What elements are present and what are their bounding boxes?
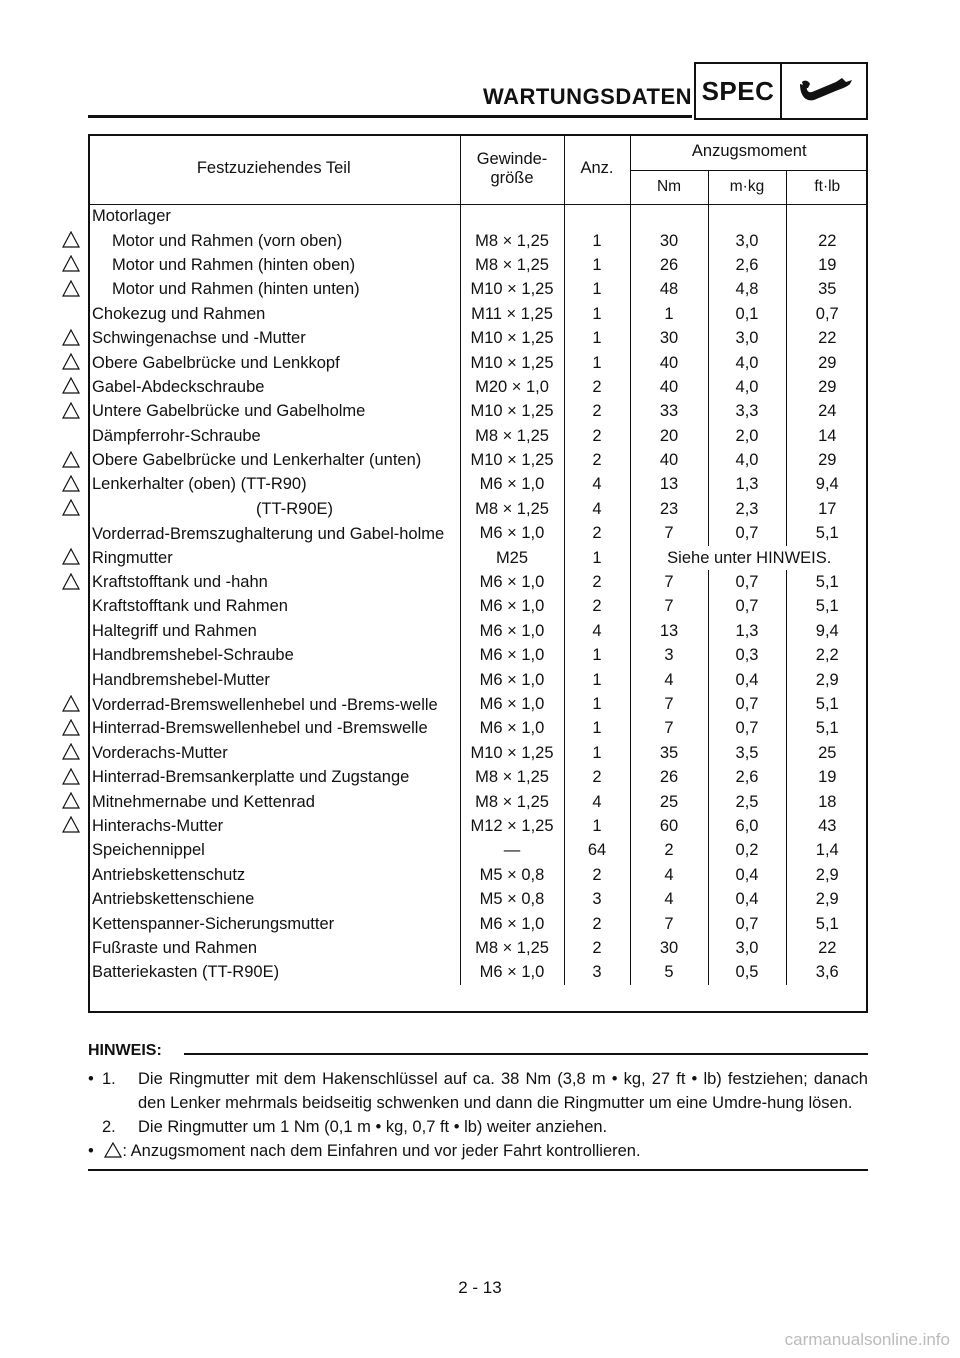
table-row (88, 644, 868, 668)
triangle-icon (62, 255, 80, 273)
cell-qty: 2 (564, 570, 630, 594)
wrench-icon (782, 64, 866, 118)
cell-part: (TT-R90E) (256, 499, 334, 518)
cell-torque-note: Siehe unter HINWEIS. (630, 546, 868, 570)
table-row (88, 278, 868, 302)
cell-thread: M12 × 1,25 (460, 814, 564, 838)
cell-ftlb: 5,1 (786, 595, 868, 619)
cell-nm: 1 (630, 302, 708, 326)
cell-part: Motor und Rahmen (hinten unten) (112, 280, 360, 299)
table-row (88, 229, 868, 253)
triangle-icon (62, 353, 80, 371)
cell-mkg (708, 204, 786, 229)
cell-nm: 35 (630, 741, 708, 765)
cell-qty: 2 (564, 522, 630, 546)
cell-ftlb: 22 (786, 326, 868, 350)
cell-ftlb: 19 (786, 253, 868, 277)
triangle-icon (62, 792, 80, 810)
header-torque: Anzugsmoment (630, 134, 868, 170)
cell-mkg: 0,4 (708, 668, 786, 692)
cell-qty: 1 (564, 253, 630, 277)
page-number: 2 - 13 (458, 1278, 502, 1297)
cell-ftlb: 25 (786, 741, 868, 765)
cell-ftlb: 29 (786, 448, 868, 472)
cell-ftlb: 22 (786, 936, 868, 960)
cell-qty: 2 (564, 912, 630, 936)
cell-part: Motor und Rahmen (vorn oben) (112, 231, 343, 250)
cell-thread: — (460, 839, 564, 863)
cell-nm: 4 (630, 887, 708, 911)
cell-nm: 48 (630, 278, 708, 302)
cell-mkg: 4,0 (708, 351, 786, 375)
cell-mkg: 0,7 (708, 595, 786, 619)
cell-nm: 7 (630, 595, 708, 619)
triangle-icon (62, 231, 80, 249)
table-row (88, 375, 868, 399)
cell-thread: M10 × 1,25 (460, 351, 564, 375)
cell-ftlb: 2,9 (786, 887, 868, 911)
cell-nm: 2 (630, 839, 708, 863)
cell-part: Kettenspanner-Sicherungsmutter (92, 914, 335, 933)
cell-qty: 2 (564, 375, 630, 399)
table-row (88, 741, 868, 765)
cell-nm: 25 (630, 790, 708, 814)
cell-part: Mitnehmernabe und Kettenrad (92, 792, 315, 811)
cell-thread: M25 (460, 546, 564, 570)
cell-part: Chokezug und Rahmen (92, 304, 266, 323)
cell-ftlb: 0,7 (786, 302, 868, 326)
triangle-icon (62, 402, 80, 420)
cell-thread: M8 × 1,25 (460, 497, 564, 521)
table-row (88, 351, 868, 375)
cell-thread: M5 × 0,8 (460, 887, 564, 911)
table-row (88, 204, 868, 229)
cell-nm: 30 (630, 936, 708, 960)
note-number-1: 1. (102, 1070, 116, 1088)
cell-part: Dämpferrohr-Schraube (92, 426, 261, 445)
cell-nm: 23 (630, 497, 708, 521)
cell-ftlb: 22 (786, 229, 868, 253)
page-header (88, 60, 868, 122)
triangle-icon (62, 377, 80, 395)
cell-ftlb: 9,4 (786, 619, 868, 643)
cell-ftlb: 3,6 (786, 961, 868, 985)
spec-label: SPEC (701, 75, 775, 106)
cell-part: Ringmutter (92, 548, 173, 567)
cell-ftlb: 5,1 (786, 717, 868, 741)
cell-part: Handbremshebel-Schraube (92, 646, 294, 665)
cell-mkg: 0,7 (708, 912, 786, 936)
table-row (88, 619, 868, 643)
cell-thread: M6 × 1,0 (460, 912, 564, 936)
cell-thread: M6 × 1,0 (460, 619, 564, 643)
cell-thread: M6 × 1,0 (460, 644, 564, 668)
cell-part: Hinterrad-Bremswellenhebel und -Bremswelle (92, 719, 428, 738)
cell-part: Speichennippel (92, 841, 205, 860)
cell-qty: 1 (564, 229, 630, 253)
cell-nm: 7 (630, 912, 708, 936)
cell-mkg: 3,5 (708, 741, 786, 765)
cell-part: Hinterrad-Bremsankerplatte und Zugstange (92, 768, 410, 787)
cell-qty: 1 (564, 741, 630, 765)
cell-qty: 1 (564, 302, 630, 326)
table-row (88, 522, 868, 546)
cell-part: Schwingenachse und -Mutter (92, 329, 306, 348)
triangle-icon (62, 329, 80, 347)
table-row (88, 302, 868, 326)
cell-qty: 1 (564, 351, 630, 375)
cell-thread (460, 204, 564, 229)
cell-qty: 1 (564, 546, 630, 570)
cell-qty: 2 (564, 936, 630, 960)
cell-nm: 40 (630, 375, 708, 399)
cell-qty: 2 (564, 765, 630, 789)
cell-ftlb: 24 (786, 400, 868, 424)
triangle-icon (62, 475, 80, 493)
cell-thread: M10 × 1,25 (460, 278, 564, 302)
cell-thread: M6 × 1,0 (460, 595, 564, 619)
cell-part: Hinterachs-Mutter (92, 816, 224, 835)
cell-mkg: 3,0 (708, 229, 786, 253)
cell-thread: M10 × 1,25 (460, 400, 564, 424)
cell-thread: M6 × 1,0 (460, 668, 564, 692)
cell-thread: M6 × 1,0 (460, 961, 564, 985)
cell-qty: 1 (564, 814, 630, 838)
cell-qty (564, 204, 630, 229)
cell-mkg: 0,7 (708, 522, 786, 546)
cell-qty: 2 (564, 424, 630, 448)
cell-mkg: 6,0 (708, 814, 786, 838)
cell-qty: 3 (564, 961, 630, 985)
cell-part: Kraftstofftank und -hahn (92, 573, 268, 592)
cell-mkg: 0,7 (708, 692, 786, 716)
note-item-2 (88, 1115, 868, 1139)
cell-thread: M8 × 1,25 (460, 229, 564, 253)
cell-ftlb: 2,9 (786, 668, 868, 692)
cell-ftlb: 2,9 (786, 863, 868, 887)
cell-nm: 5 (630, 961, 708, 985)
cell-nm: 20 (630, 424, 708, 448)
cell-nm: 7 (630, 570, 708, 594)
cell-thread: M6 × 1,0 (460, 692, 564, 716)
cell-qty: 1 (564, 644, 630, 668)
table-row (88, 814, 868, 838)
cell-mkg: 1,3 (708, 619, 786, 643)
triangle-icon (62, 573, 80, 591)
cell-nm: 4 (630, 863, 708, 887)
cell-part: Antriebskettenschutz (92, 865, 246, 884)
cell-part: Untere Gabelbrücke und Gabelholme (92, 402, 366, 421)
cell-mkg: 2,5 (708, 790, 786, 814)
cell-ftlb: 17 (786, 497, 868, 521)
cell-thread: M6 × 1,0 (460, 570, 564, 594)
cell-qty: 2 (564, 400, 630, 424)
cell-nm: 40 (630, 448, 708, 472)
cell-nm: 3 (630, 644, 708, 668)
cell-qty: 1 (564, 326, 630, 350)
cell-nm: 26 (630, 253, 708, 277)
header-rule (88, 115, 692, 118)
triangle-icon (62, 548, 80, 566)
cell-part: Obere Gabelbrücke und Lenkkopf (92, 353, 340, 372)
triangle-icon (62, 451, 80, 469)
cell-qty: 2 (564, 595, 630, 619)
cell-nm: 4 (630, 668, 708, 692)
cell-mkg: 3,3 (708, 400, 786, 424)
cell-part: Antriebskettenschiene (92, 890, 255, 909)
cell-part: Kraftstofftank und Rahmen (92, 597, 288, 616)
header-qty: Anz. (564, 134, 630, 204)
cell-mkg: 0,7 (708, 570, 786, 594)
cell-qty: 4 (564, 619, 630, 643)
cell-thread: M8 × 1,25 (460, 424, 564, 448)
cell-thread: M8 × 1,25 (460, 253, 564, 277)
table-row (88, 863, 868, 887)
cell-qty: 64 (564, 839, 630, 863)
table-row (88, 400, 868, 424)
cell-part: Motor und Rahmen (hinten oben) (112, 255, 356, 274)
cell-qty: 4 (564, 497, 630, 521)
table-row (88, 936, 868, 960)
cell-qty: 1 (564, 692, 630, 716)
spec-badge (694, 62, 868, 120)
note-bottom-rule (88, 1169, 868, 1171)
cell-part: Vorderrad-Bremszughalterung und Gabel-holme (92, 524, 445, 543)
table-row (88, 887, 868, 911)
cell-mkg: 0,3 (708, 644, 786, 668)
note-rule (184, 1053, 868, 1055)
cell-thread: M5 × 0,8 (460, 863, 564, 887)
note-number-2: 2. (102, 1118, 116, 1136)
cell-mkg: 4,0 (708, 375, 786, 399)
header-nm: Nm (630, 170, 708, 204)
triangle-icon (62, 695, 80, 713)
torque-table (88, 134, 868, 985)
cell-mkg: 0,1 (708, 302, 786, 326)
cell-ftlb: 19 (786, 765, 868, 789)
cell-part: Vorderrad-Bremswellenhebel und -Brems-welle (92, 695, 438, 714)
note-item-1 (88, 1067, 868, 1115)
cell-mkg: 0,2 (708, 839, 786, 863)
table-row (88, 473, 868, 497)
table-row (88, 570, 868, 594)
bullet: • (88, 1142, 94, 1160)
cell-thread: M6 × 1,0 (460, 717, 564, 741)
cell-part: Batteriekasten (TT-R90E) (92, 963, 280, 982)
cell-qty: 4 (564, 473, 630, 497)
cell-qty: 1 (564, 717, 630, 741)
header-thread: Gewinde- größe (460, 134, 564, 204)
cell-ftlb: 18 (786, 790, 868, 814)
cell-ftlb: 9,4 (786, 473, 868, 497)
watermark: carmanualsonline.info (784, 1330, 950, 1349)
cell-qty: 2 (564, 448, 630, 472)
table-row (88, 595, 868, 619)
header-ftlb: ft·lb (786, 170, 868, 204)
cell-thread: M10 × 1,25 (460, 741, 564, 765)
triangle-icon (62, 768, 80, 786)
cell-ftlb: 5,1 (786, 692, 868, 716)
table-row (88, 765, 868, 789)
cell-ftlb (786, 204, 868, 229)
table-row (88, 790, 868, 814)
section-title: WARTUNGSDATEN (483, 84, 692, 109)
cell-mkg: 0,5 (708, 961, 786, 985)
cell-nm: 60 (630, 814, 708, 838)
cell-part: Obere Gabelbrücke und Lenkerhalter (unten) (92, 451, 422, 470)
cell-ftlb: 5,1 (786, 522, 868, 546)
cell-part: Gabel-Abdeckschraube (92, 377, 265, 396)
cell-nm (630, 204, 708, 229)
cell-thread: M10 × 1,25 (460, 448, 564, 472)
cell-qty: 4 (564, 790, 630, 814)
cell-thread: M8 × 1,25 (460, 936, 564, 960)
triangle-icon (62, 719, 80, 737)
cell-nm: 26 (630, 765, 708, 789)
note-text-1: Die Ringmutter mit dem Hakenschlüssel auf ca. 38 Nm (3,8 m • kg, 27 ft • lb) festziehen; danach den Lenker mehrmals beidseitig schwenken und dann die Ringmutter um eine Umdre-hung lösen. (138, 1070, 868, 1112)
cell-nm: 13 (630, 619, 708, 643)
cell-nm: 30 (630, 326, 708, 350)
table-row (88, 717, 868, 741)
note-item-3 (88, 1139, 868, 1163)
cell-mkg: 2,6 (708, 765, 786, 789)
cell-qty: 3 (564, 887, 630, 911)
table-row (88, 912, 868, 936)
cell-thread: M20 × 1,0 (460, 375, 564, 399)
table-row (88, 961, 868, 985)
cell-mkg: 0,7 (708, 717, 786, 741)
cell-qty: 1 (564, 278, 630, 302)
cell-nm: 7 (630, 717, 708, 741)
triangle-icon (104, 1142, 122, 1158)
triangle-icon (62, 280, 80, 298)
cell-mkg: 3,0 (708, 936, 786, 960)
cell-ftlb: 14 (786, 424, 868, 448)
cell-nm: 7 (630, 522, 708, 546)
cell-mkg: 0,4 (708, 887, 786, 911)
bullet: • (88, 1070, 94, 1088)
cell-ftlb: 29 (786, 375, 868, 399)
cell-ftlb: 5,1 (786, 570, 868, 594)
cell-mkg: 1,3 (708, 473, 786, 497)
triangle-icon (62, 743, 80, 761)
cell-ftlb: 1,4 (786, 839, 868, 863)
note-text-2: Die Ringmutter um 1 Nm (0,1 m • kg, 0,7 ft • lb) weiter anziehen. (138, 1118, 608, 1136)
cell-nm: 13 (630, 473, 708, 497)
cell-thread: M8 × 1,25 (460, 790, 564, 814)
table-row (88, 326, 868, 350)
cell-part: Vorderachs-Mutter (92, 743, 228, 762)
cell-ftlb: 5,1 (786, 912, 868, 936)
cell-mkg: 4,8 (708, 278, 786, 302)
cell-mkg: 2,6 (708, 253, 786, 277)
cell-ftlb: 35 (786, 278, 868, 302)
cell-mkg: 4,0 (708, 448, 786, 472)
table-row (88, 497, 868, 521)
header-mkg: m·kg (708, 170, 786, 204)
table-row (88, 692, 868, 716)
cell-qty: 2 (564, 863, 630, 887)
cell-nm: 30 (630, 229, 708, 253)
cell-mkg: 3,0 (708, 326, 786, 350)
triangle-icon (62, 816, 80, 834)
cell-ftlb: 29 (786, 351, 868, 375)
table-row (88, 424, 868, 448)
header-part: Festzuziehendes Teil (88, 134, 460, 204)
note-text-3: : Anzugsmoment nach dem Einfahren und vor jeder Fahrt kontrollieren. (122, 1142, 641, 1160)
cell-thread: M6 × 1,0 (460, 522, 564, 546)
table-row (88, 546, 868, 570)
note-label: HINWEIS: (88, 1042, 162, 1059)
cell-thread: M10 × 1,25 (460, 326, 564, 350)
table-row (88, 839, 868, 863)
cell-nm: 33 (630, 400, 708, 424)
cell-ftlb: 2,2 (786, 644, 868, 668)
cell-mkg: 2,3 (708, 497, 786, 521)
cell-part: Motorlager (92, 207, 171, 226)
cell-ftlb: 43 (786, 814, 868, 838)
table-row (88, 668, 868, 692)
cell-part: Handbremshebel-Mutter (92, 670, 270, 689)
cell-thread: M11 × 1,25 (460, 302, 564, 326)
triangle-icon (62, 499, 80, 517)
cell-qty: 1 (564, 668, 630, 692)
table-row (88, 253, 868, 277)
note-section (88, 1038, 868, 1171)
cell-part: Haltegriff und Rahmen (92, 621, 257, 640)
cell-nm: 40 (630, 351, 708, 375)
cell-part: Lenkerhalter (oben) (TT-R90) (92, 475, 307, 494)
cell-mkg: 0,4 (708, 863, 786, 887)
table-row (88, 448, 868, 472)
cell-thread: M8 × 1,25 (460, 765, 564, 789)
cell-nm: 7 (630, 692, 708, 716)
cell-part: Fußraste und Rahmen (92, 938, 258, 957)
cell-mkg: 2,0 (708, 424, 786, 448)
cell-thread: M6 × 1,0 (460, 473, 564, 497)
